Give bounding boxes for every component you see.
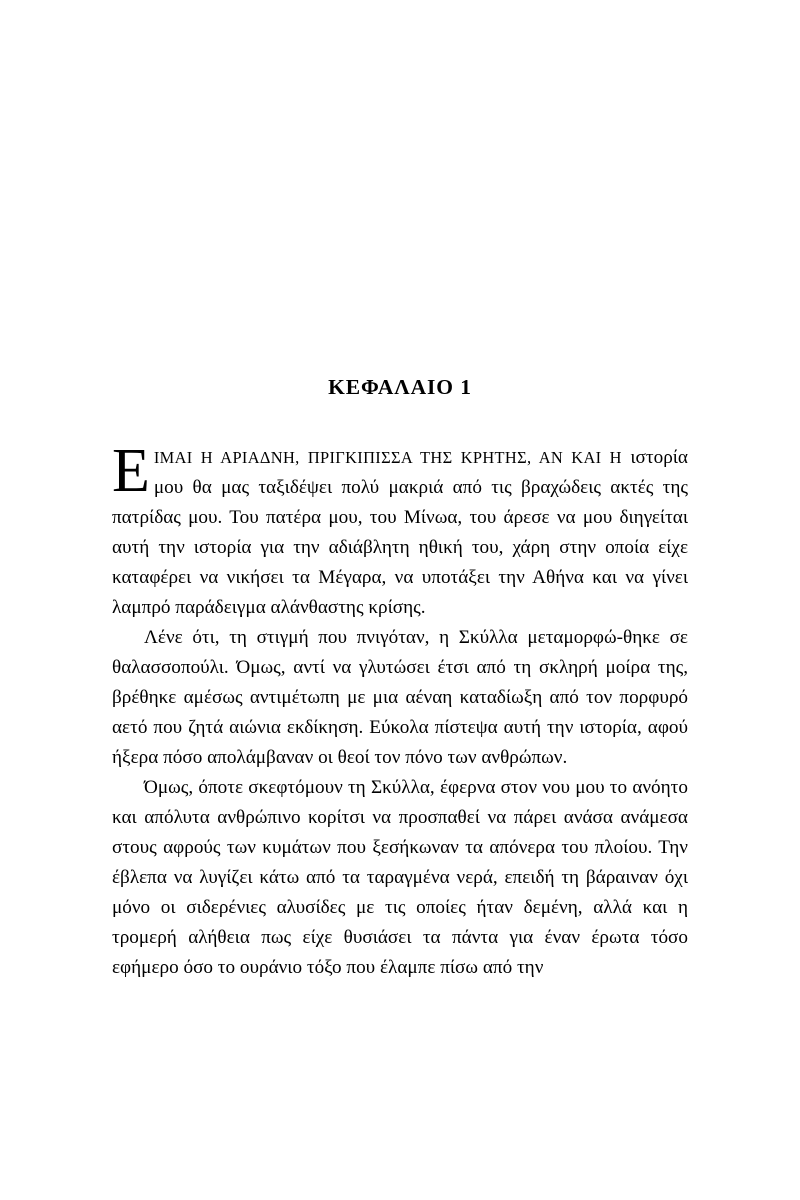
small-caps-opening: ΙΜΑΙ Η ΑΡΙΑΔΝΗ, ΠΡΙΓΚΙΠΙΣΣΑ ΤΗΣ ΚΡΗΤΗΣ, ΑΝ ΚΑΙ Η bbox=[153, 448, 622, 467]
paragraph-1-text: ιστορία μου θα μας ταξιδέψει πολύ μακριά από τις βραχώδεις ακτές της πατρίδας μου. Του πατέρα μου, του Μίνωα, του άρεσε να μου διηγείται αυτή την ιστορία για την αδιάβλητη ηθική του, χάρη στην οποία είχε καταφέρει να νικήσει τα Μέγαρα, να υποτάξει την Αθήνα και να γίνει λαμπρό παράδειγμα αλάνθαστης κρίσης. bbox=[112, 447, 688, 618]
body-copy bbox=[112, 437, 688, 983]
paragraph-1 bbox=[112, 437, 688, 623]
chapter-heading: ΚΕΦΑΛΑΙΟ 1 bbox=[328, 375, 472, 400]
paragraph-2: Λένε ότι, τη στιγμή που πνιγόταν, η Σκύλλα μεταμορφώ-θηκε σε θαλασσοπούλι. Όμως, αντί να γλυτώσει έτσι από τη σκληρή μοίρα της, βρέθηκε αμέσως αντιμέτωπη με μια αέναη καταδίωξη από τον πορφυρό αετό που ζητά αιώνια εκδίκηση. Εύκολα πίστεψα αυτή την ιστορία, αφού ήξερα πόσο απολάμβαναν οι θεοί τον πόνο των ανθρώπων. bbox=[112, 627, 688, 768]
paragraph-3: Όμως, όποτε σκεφτόμουν τη Σκύλλα, έφερνα στον νου μου το ανόητο και απόλυτα ανθρώπινο κορίτσι να προσπαθεί να πάρει ανάσα ανάμεσα στους αφρούς των κυμάτων που ξεσήκωναν τα απόνερα του πλοίου. Την έβλεπα να λυγίζει κάτω από τα ταραγμένα νερά, επειδή τη βάραιναν όχι μόνο οι σιδερένιες αλυσίδες με τις οποίες ήταν δεμένη, αλλά και η τρομερή αλήθεια πως είχε θυσιάσει τα πάντα για έναν έρωτα τόσο εφήμερο όσο το ουράνιο τόξο που έλαμπε πίσω από την bbox=[112, 777, 688, 978]
drop-cap-letter: Ε bbox=[112, 437, 150, 505]
